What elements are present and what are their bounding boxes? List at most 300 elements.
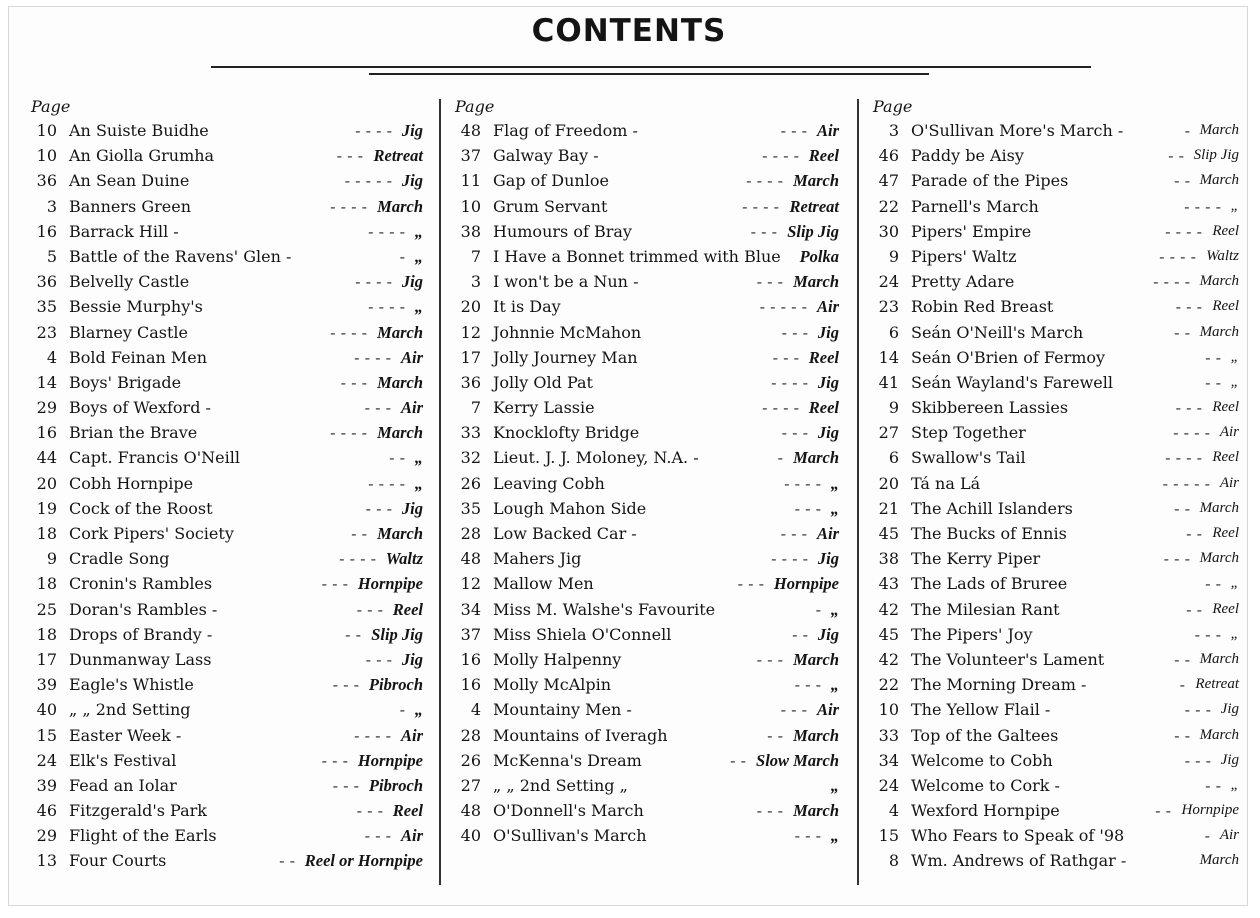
entry-tune-type: March [793,725,839,745]
contents-entry [873,244,1239,269]
entry-leader-dashes: - - - - [1153,272,1190,292]
entry-page-number: 39 [36,775,57,795]
entry-leader-dashes: - - [1205,372,1221,392]
entry-tune-type: March [793,801,839,821]
entry-page-number: 45 [878,624,899,644]
entry-title: Jolly Journey Man [493,347,638,367]
entry-page-number: 22 [878,675,899,695]
contents-entry [455,521,839,546]
entry-title: Banners Green [69,196,191,216]
entry-leader-dashes: - [1184,121,1190,140]
entry-title: I won't be a Nun - [493,272,639,292]
entry-page-number: 14 [36,372,57,392]
entry-title: Cobh Hornpipe [69,473,194,493]
entry-page-number: 42 [878,599,899,619]
entry-page-number: 3 [470,272,481,292]
entry-title: Bold Feinan Men [69,347,208,367]
entry-leader-dashes: - - - - [742,196,779,216]
contents-entry [873,420,1239,445]
contents-entry [455,320,839,345]
contents-entry [455,723,839,748]
contents-entry [455,420,839,445]
entry-title: Swallow's Tail [911,448,1026,468]
entry-page-number: 18 [36,574,57,594]
entry-tune-type: Air [400,398,423,418]
contents-entry [873,320,1239,345]
entry-title: Cronin's Rambles [69,574,213,594]
contents-column-1 [31,95,423,874]
entry-tune-type: Waltz [1206,247,1239,264]
entry-leader-dashes: - - - - [339,549,376,569]
entry-page-number: 20 [36,473,57,493]
entry-tune-type: Retreat [1195,676,1239,693]
contents-entry [873,823,1239,848]
contents-entry [873,798,1239,823]
contents-entry [31,521,423,546]
entry-tune-type: Jig [817,423,839,443]
entry-title: Wm. Andrews of Rathgar - [911,851,1127,871]
entry-leader-dashes: - - - [356,599,383,619]
entry-title: Four Courts [69,851,167,871]
entry-tune-type: „ [414,221,423,241]
entry-tune-type: „ [1230,575,1239,592]
entry-title: Who Fears to Speak of '98 [911,826,1125,846]
entry-page-number: 23 [36,322,57,342]
contents-entry [455,748,839,773]
entry-page-number: 45 [878,524,899,543]
contents-entry [455,345,839,370]
entry-title: Flag of Freedom - [493,121,638,140]
contents-entry [31,748,423,773]
entry-leader-dashes: - - [1174,649,1190,669]
entry-leader-dashes: - - - - - [759,297,807,317]
contents-entry [873,723,1239,748]
entry-tune-type: March [1199,499,1239,516]
entry-title: O'Sullivan More's March - [911,121,1124,140]
entry-tune-type: March [1199,852,1239,869]
entry-tune-type: Slip Jig [787,221,839,241]
entry-title: „ „ 2nd Setting [69,700,191,720]
contents-entry [873,597,1239,622]
entry-page-number: 35 [36,297,57,317]
entry-leader-dashes: - - - [794,826,821,846]
entry-title: Eagle's Whistle [69,675,194,695]
entry-tune-type: Pibroch [368,775,423,795]
entry-page-number: 33 [878,725,899,745]
contents-entry [31,370,423,395]
entry-tune-type: Reel [1212,525,1239,541]
entry-tune-type: Jig [401,272,423,292]
entry-page-number: 25 [36,599,57,619]
contents-entry [31,168,423,193]
entry-title: Kerry Lassie [493,398,595,418]
contents-entry [873,168,1239,193]
entry-leader-dashes: - [815,599,821,619]
entry-title: O'Sullivan's March [493,826,647,846]
contents-entry [455,445,839,470]
entry-tune-type: Air [400,826,423,846]
contents-entry [31,294,423,319]
contents-entry [31,143,423,168]
contents-entry [31,194,423,219]
entry-tune-type: Air [816,524,839,543]
entry-page-number: 17 [36,649,57,669]
entry-page-number: 34 [460,599,481,619]
entry-page-number: 8 [888,851,899,871]
entry-tune-type: Reel [1212,222,1239,239]
entry-leader-dashes: - - - [340,372,367,392]
entry-page-number: 4 [470,700,481,720]
contents-entry [455,647,839,672]
entry-title: Top of the Galtees [911,725,1059,745]
entry-title: „ „ 2nd Setting „ [493,775,628,795]
entry-leader-dashes: - - - [781,423,808,443]
entry-page-number: 28 [460,524,481,543]
entry-page-number: 7 [470,246,481,266]
entry-tune-type: Reel [1212,298,1239,315]
entry-title: Boys of Wexford - [69,398,211,418]
entry-leader-dashes: - [399,246,405,266]
contents-entry [31,320,423,345]
entry-tune-type: Air [816,700,839,720]
contents-entry [455,370,839,395]
contents-entry [873,395,1239,420]
entry-leader-dashes: - - [1205,347,1221,367]
entry-title: The Volunteer's Lament [911,649,1105,669]
entry-title: Pipers' Waltz [911,246,1017,266]
entry-tune-type: Air [400,725,423,745]
entry-tune-type: March [1199,122,1239,138]
entry-leader-dashes: - - [1155,801,1171,821]
entry-title: The Lads of Bruree [911,574,1068,594]
entry-leader-dashes: - - [1174,725,1190,745]
entry-tune-type: „ [830,473,839,493]
entry-leader-dashes: - - - - [762,146,799,166]
entry-leader-dashes: - - - [1175,398,1202,418]
entry-tune-type: Jig [401,171,423,191]
entry-title: Knocklofty Bridge [493,423,640,443]
entry-page-number: 10 [36,121,57,140]
contents-entry [31,773,423,798]
entry-tune-type: Jig [817,549,839,569]
entry-page-number: 34 [878,750,899,770]
contents-entry [873,496,1239,521]
entry-leader-dashes: - - - [1184,750,1211,770]
entry-page-number: 22 [878,196,899,216]
contents-entry [873,269,1239,294]
entry-tune-type: Air [1219,424,1239,441]
entry-tune-type: Retreat [789,196,839,216]
entry-page-number: 11 [460,171,481,191]
entry-leader-dashes: - - - [780,121,807,140]
entry-page-number: 26 [460,473,481,493]
entry-page-number: 40 [460,826,481,846]
entry-title: Doran's Rambles - [69,599,218,619]
contents-entry [873,118,1239,143]
entry-title: McKenna's Dream [493,750,642,770]
entry-leader-dashes: - - - [794,675,821,695]
entry-tune-type: Hornpipe [773,574,839,594]
entry-tune-type: „ [830,675,839,695]
entry-tune-type: Hornpipe [357,574,423,594]
entry-leader-dashes: - - [1174,322,1190,342]
entry-page-number: 17 [460,347,481,367]
entry-title: Barrack Hill - [69,221,179,241]
entry-leader-dashes: - - - [332,775,359,795]
entry-title: Cock of the Roost [69,498,213,518]
entry-tune-type: Pibroch [368,675,423,695]
entry-leader-dashes: - - - [750,221,777,241]
entry-leader-dashes: - - [1205,574,1221,594]
entry-tune-type: March [1199,172,1239,189]
contents-page [8,6,1248,906]
entry-title: Skibbereen Lassies [911,398,1069,418]
contents-entry [31,723,423,748]
entry-leader-dashes: - - - [332,675,359,695]
entry-leader-dashes: - - - - [330,322,367,342]
entry-tune-type: Slip Jig [1193,147,1239,164]
entry-leader-dashes: - - - [321,574,348,594]
entry-tune-type: March [793,649,839,669]
entry-page-number: 27 [460,775,481,795]
entry-page-number: 19 [36,498,57,518]
entry-leader-dashes: - - - - [1173,423,1210,443]
entry-leader-dashes: - - - [356,801,383,821]
entry-page-number: 39 [36,675,57,695]
entry-tune-type: Reel [808,146,839,166]
entry-leader-dashes: - - - [794,498,821,518]
page-column-header: Page [31,97,71,116]
column-divider-1 [439,99,441,885]
entry-tune-type: „ [830,599,839,619]
entry-title: Paddy be Aisy [911,146,1024,166]
entry-page-number: 9 [888,398,899,418]
entry-leader-dashes: - - - - [355,272,392,292]
entry-leader-dashes: - [1204,826,1210,846]
entry-leader-dashes: - - - - [784,473,821,493]
contents-entry [455,798,839,823]
page-column-header: Page [455,97,495,116]
entry-page-number: 10 [36,146,57,166]
contents-entry [31,546,423,571]
entry-title: Seán Wayland's Farewell [911,372,1113,392]
entry-tune-type: „ [1230,373,1239,390]
entry-page-number: 23 [878,297,899,317]
contents-entry [31,496,423,521]
entry-leader-dashes: - - - [1194,624,1221,644]
entry-leader-dashes: - - - [1184,700,1211,720]
entry-leader-dashes: - - [1168,146,1184,166]
entry-title: Miss Shiela O'Connell [493,624,672,644]
entry-tune-type: Jig [817,624,839,644]
entry-tune-type: „ [830,826,839,846]
contents-entry [31,571,423,596]
entry-tune-type: March [377,322,423,342]
entry-leader-dashes: - - - [756,801,783,821]
contents-entry [455,168,839,193]
entry-leader-dashes: - - [351,524,367,543]
contents-entry [31,647,423,672]
entry-page-number: 6 [888,322,899,342]
entry-leader-dashes: - - - - [1165,221,1202,241]
entry-leader-dashes: - - - [365,498,392,518]
contents-entry [31,269,423,294]
entry-tune-type: Hornpipe [357,750,423,770]
entry-page-number: 10 [460,196,481,216]
entry-page-number: 48 [460,549,481,569]
contents-entry [455,219,839,244]
entry-title: Mallow Men [493,574,594,594]
entry-title: Lough Mahon Side [493,498,647,518]
entry-title: Fitzgerald's Park [69,801,207,821]
entry-title: Wexford Hornpipe [911,801,1060,821]
entry-tune-type: March [1199,273,1239,290]
entry-title: An Sean Duine [69,171,190,191]
entry-page-number: 16 [460,675,481,695]
entry-tune-type: March [377,196,423,216]
entry-leader-dashes: - - - [336,146,363,166]
entry-title: Lieut. J. J. Moloney, N.A. - [493,448,699,468]
entry-tune-type: Jig [1220,751,1239,768]
entry-tune-type: „ [1230,197,1239,214]
contents-entry [31,848,423,873]
entry-title: An Giolla Grumha [69,146,215,166]
contents-entry [455,597,839,622]
entry-leader-dashes: - - [1186,599,1202,619]
entry-leader-dashes: - - - [781,322,808,342]
entry-tune-type: „ [1230,625,1239,642]
contents-entry [455,194,839,219]
entry-title: The Morning Dream - [911,675,1087,695]
entry-page-number: 16 [460,649,481,669]
entry-title: Drops of Brandy - [69,624,213,644]
entry-title: Galway Bay - [493,146,599,166]
entry-page-number: 46 [878,146,899,166]
entry-leader-dashes: - - [792,624,808,644]
entry-title: Robin Red Breast [911,297,1054,317]
entry-page-number: 9 [46,549,57,569]
entry-leader-dashes: - - [389,448,405,468]
contents-entry [31,597,423,622]
title-rule-lower [369,73,929,75]
entry-leader-dashes: - - - - [368,297,405,317]
entry-page-number: 27 [878,423,899,443]
entry-tune-type: Jig [1220,701,1239,718]
entry-page-number: 38 [878,549,899,569]
entry-page-number: 6 [888,448,899,468]
entry-title: Jolly Old Pat [493,372,593,392]
entry-page-number: 20 [878,473,899,493]
contents-entry [455,143,839,168]
entry-page-number: 42 [878,649,899,669]
entry-leader-dashes: - - - - [355,121,392,140]
contents-entry [455,395,839,420]
entry-title: The Achill Islanders [911,498,1073,518]
contents-entry [31,118,423,143]
contents-column-2 [455,95,839,848]
page-column-header: Page [873,97,913,116]
entry-tune-type: „ [414,297,423,317]
entry-title: Miss M. Walshe's Favourite [493,599,716,619]
entry-tune-type: Jig [817,372,839,392]
entry-leader-dashes: - - - - [330,196,367,216]
contents-entry [873,672,1239,697]
entry-tune-type: March [377,372,423,392]
entry-page-number: 36 [36,272,57,292]
contents-entry [31,697,423,722]
entry-tune-type: Reel [808,347,839,367]
contents-entry [455,672,839,697]
entry-leader-dashes: - - - - [330,423,367,443]
entry-leader-dashes: - - - - [368,221,405,241]
entry-leader-dashes: - - [1205,775,1221,795]
contents-entry [31,622,423,647]
entry-title: Battle of the Ravens' Glen - [69,246,292,266]
entry-tune-type: „ [414,448,423,468]
title-rule-upper [211,66,1091,68]
entry-tune-type: „ [830,775,839,795]
entry-title: The Kerry Piper [911,549,1041,569]
entry-title: Parade of the Pipes [911,171,1069,191]
entry-leader-dashes: - - - - [1184,196,1221,216]
entry-leader-dashes: - - - - [762,398,799,418]
entry-title: Mahers Jig [493,549,582,569]
entry-title: Molly Halpenny [493,649,622,669]
entry-page-number: 46 [36,801,57,821]
entry-page-number: 29 [36,398,57,418]
entry-tune-type: Reel [1212,449,1239,466]
contents-entry [873,471,1239,496]
entry-page-number: 15 [36,725,57,745]
contents-entry [873,370,1239,395]
entry-page-number: 41 [878,372,899,392]
entry-title: Flight of the Earls [69,826,217,846]
entry-tune-type: Reel [808,398,839,418]
entry-page-number: 12 [460,322,481,342]
contents-entry [31,395,423,420]
entry-page-number: 4 [46,347,57,367]
entry-leader-dashes: - - - [364,826,391,846]
entry-tune-type: Jig [401,649,423,669]
entry-leader-dashes: - - [1174,498,1190,518]
entry-leader-dashes: - - - [756,649,783,669]
entry-tune-type: March [1199,550,1239,567]
entry-title: The Yellow Flail - [911,700,1051,720]
contents-entry [31,219,423,244]
entry-page-number: 37 [460,624,481,644]
entry-title: Blarney Castle [69,322,188,342]
entry-leader-dashes: - - [767,725,783,745]
entry-page-number: 43 [878,574,899,594]
entry-page-number: 24 [878,272,899,292]
entry-leader-dashes: - - - [737,574,764,594]
entry-tune-type: Air [816,297,839,317]
contents-entry [873,848,1239,873]
entry-page-number: 44 [36,448,57,468]
contents-entry [455,546,839,571]
entry-page-number: 16 [36,423,57,443]
contents-entry [455,823,839,848]
contents-entry [873,143,1239,168]
entry-title: I Have a Bonnet trimmed with Blue [493,246,781,266]
contents-entry [31,345,423,370]
contents-entry [455,294,839,319]
entry-page-number: 28 [460,725,481,745]
entry-page-number: 18 [36,624,57,644]
entry-leader-dashes: - - - [1163,549,1190,569]
entry-title: Cradle Song [69,549,170,569]
entry-tune-type: Reel [392,599,423,619]
